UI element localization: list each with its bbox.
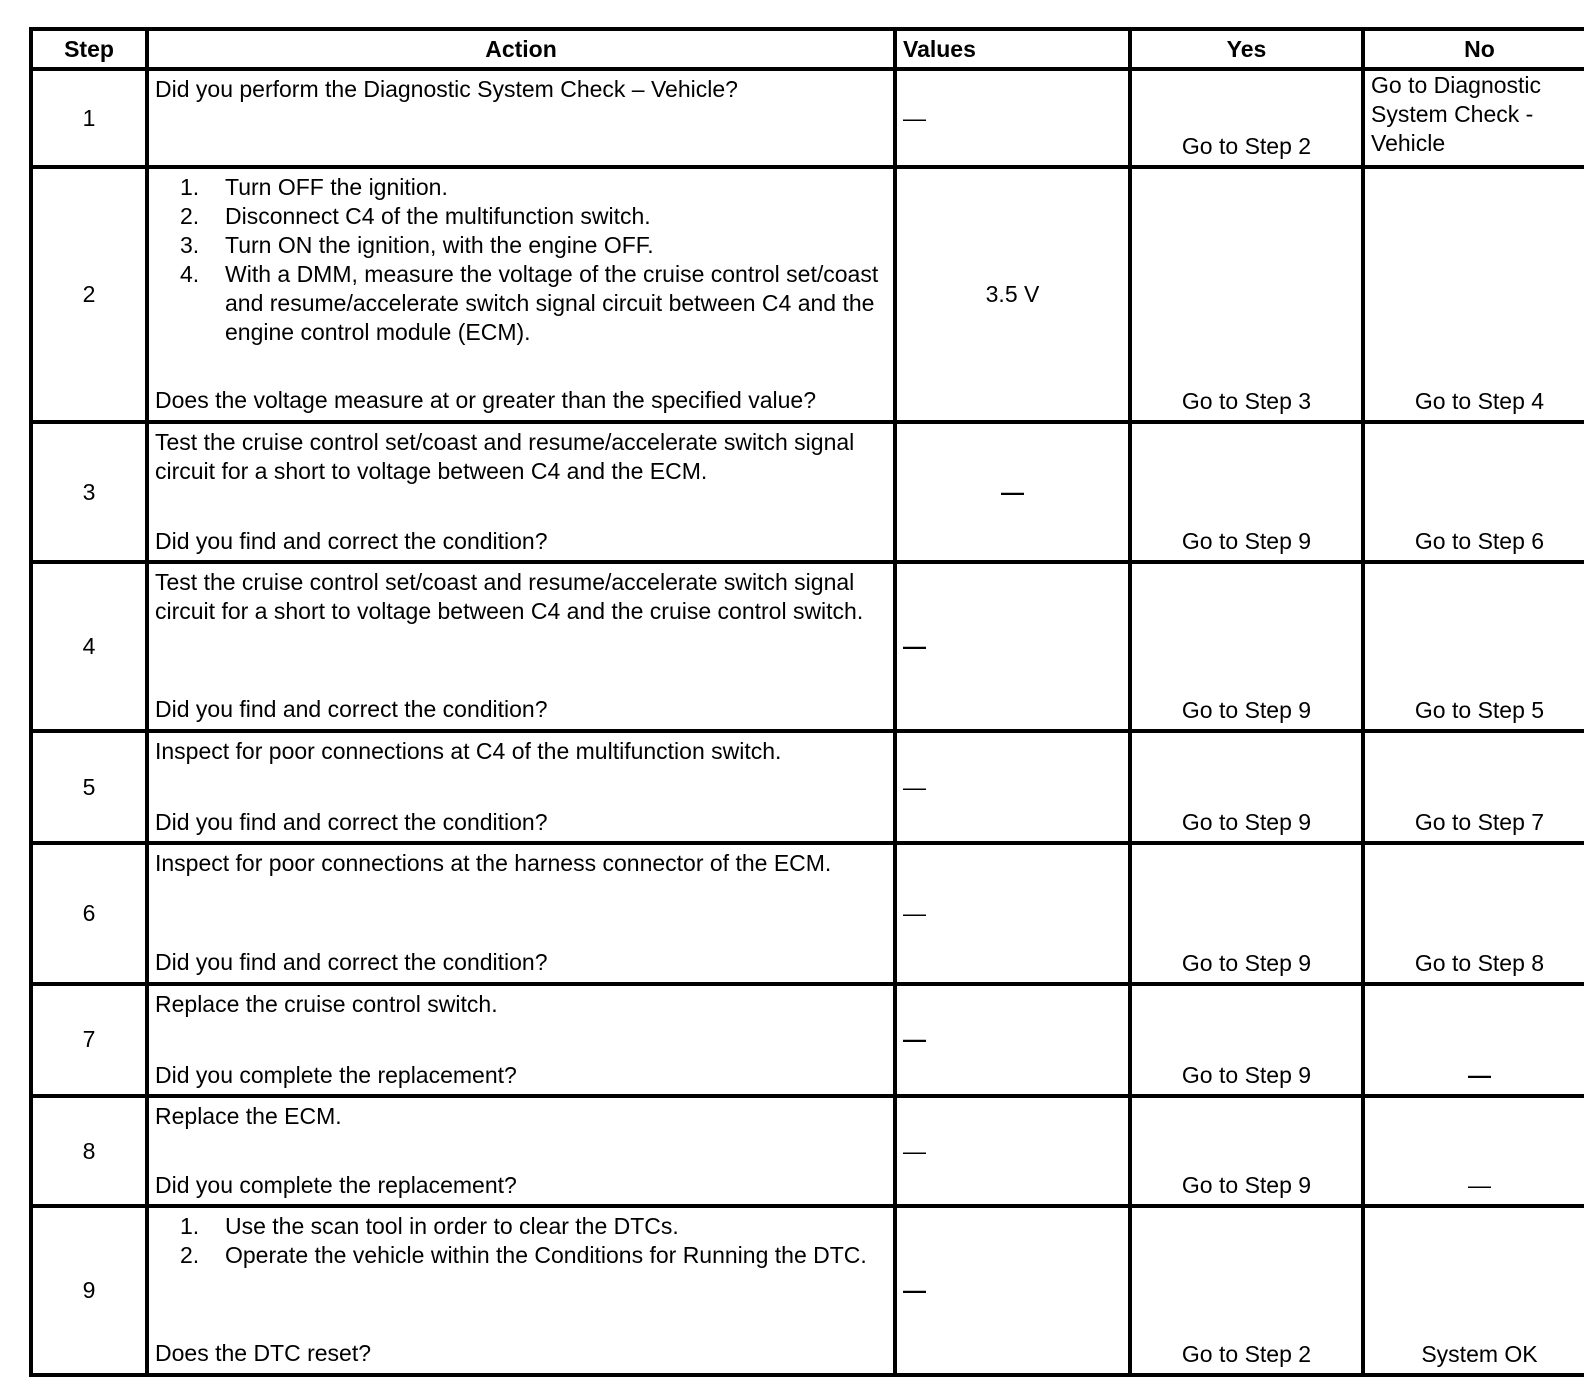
action-cell	[147, 1206, 895, 1375]
action-question: Did you find and correct the condition?	[155, 528, 548, 555]
step-number: 6	[31, 843, 147, 983]
table-row	[31, 1096, 1584, 1206]
no-cell	[1363, 562, 1584, 731]
table-row	[31, 984, 1584, 1096]
yes-cell	[1130, 562, 1363, 731]
value-cell: —	[895, 562, 1130, 731]
yes-cell	[1130, 422, 1363, 562]
step-number: 3	[31, 422, 147, 562]
no-text: System OK	[1421, 1341, 1538, 1367]
yes-cell	[1130, 843, 1363, 983]
list-item: 1. Turn OFF the ignition.	[180, 174, 448, 201]
table-row	[31, 843, 1584, 983]
yes-text: Go to Step 9	[1181, 528, 1312, 555]
no-text: Go to Step 6	[1414, 528, 1545, 555]
action-cell	[147, 69, 895, 167]
yes-text: Go to Step 3	[1181, 388, 1312, 415]
list-item: 2. Disconnect C4 of the multifunction switch.	[180, 203, 651, 230]
table-row	[31, 69, 1584, 167]
no-cell	[1363, 69, 1584, 167]
header-step: Step	[31, 29, 147, 69]
header-values: Values	[895, 29, 1130, 69]
value-cell: 3.5 V	[895, 167, 1130, 422]
action-cell	[147, 167, 895, 422]
yes-text: Go to Step 2	[1181, 133, 1312, 160]
yes-text: Go to Step 9	[1181, 697, 1312, 723]
table-row	[31, 422, 1584, 562]
no-text: Go to Step 7	[1414, 809, 1545, 836]
no-cell	[1363, 167, 1584, 422]
value-cell: —	[895, 69, 1130, 167]
action-text: Replace the cruise control switch.	[155, 990, 498, 1017]
yes-cell	[1130, 69, 1363, 167]
yes-text: Go to Step 9	[1181, 1062, 1312, 1089]
yes-cell	[1130, 984, 1363, 1096]
no-text: Go to Step 4	[1414, 388, 1545, 415]
step-number: 2	[31, 167, 147, 422]
yes-text: Go to Step 9	[1181, 1172, 1312, 1199]
no-cell	[1363, 984, 1584, 1096]
action-cell	[147, 422, 895, 562]
value-cell: —	[895, 422, 1130, 562]
action-cell	[147, 1096, 895, 1206]
action-question: Does the voltage measure at or greater than the specified value?	[155, 387, 817, 414]
action-cell	[147, 843, 895, 983]
action-text: Test the cruise control set/coast and resume/accelerate switch signal circuit for a short to voltage between C4 and the cruise control switch.	[155, 569, 864, 625]
no-cell	[1363, 1096, 1584, 1206]
step-number: 5	[31, 731, 147, 843]
action-text: Inspect for poor connections at C4 of the multifunction switch.	[155, 738, 782, 764]
step-number: 8	[31, 1096, 147, 1206]
yes-cell	[1130, 167, 1363, 422]
no-text: —	[1468, 1062, 1491, 1089]
no-cell	[1363, 731, 1584, 843]
action-question: Did you complete the replacement?	[155, 1061, 517, 1088]
table-row	[31, 731, 1584, 843]
action-cell	[147, 984, 895, 1096]
action-question: Does the DTC reset?	[155, 1340, 372, 1367]
table-row	[31, 1206, 1584, 1375]
value-cell: —	[895, 1206, 1130, 1375]
table-row	[31, 167, 1584, 422]
yes-text: Go to Step 9	[1181, 809, 1312, 836]
yes-cell	[1130, 731, 1363, 843]
action-cell	[147, 731, 895, 843]
action-question: Did you complete the replacement?	[155, 1172, 517, 1199]
no-text: Go to Diagnostic System Check - Vehicle	[1371, 72, 1542, 156]
no-cell	[1363, 1206, 1584, 1375]
action-list	[155, 173, 887, 347]
header-row	[31, 29, 1584, 69]
no-cell	[1363, 422, 1584, 562]
yes-cell	[1130, 1096, 1363, 1206]
diagnostic-table	[29, 27, 1584, 1377]
yes-cell	[1130, 1206, 1363, 1375]
no-text: —	[1468, 1172, 1491, 1199]
action-list	[155, 1212, 887, 1270]
step-number: 9	[31, 1206, 147, 1375]
action-text: Inspect for poor connections at the harness connector of the ECM.	[155, 850, 832, 877]
action-text: Test the cruise control set/coast and resume/accelerate switch signal circuit for a short to voltage between C4 and the ECM.	[155, 429, 855, 485]
step-number: 7	[31, 984, 147, 1096]
header-action: Action	[147, 29, 895, 69]
table-row	[31, 562, 1584, 731]
list-item: 1. Use the scan tool in order to clear the DTCs.	[180, 1213, 679, 1240]
action-question: Did you find and correct the condition?	[155, 949, 548, 976]
step-number: 4	[31, 562, 147, 731]
value-cell: —	[895, 1096, 1130, 1206]
no-text: Go to Step 8	[1414, 949, 1545, 976]
list-item: 2. Operate the vehicle within the Conditions for Running the DTC.	[180, 1242, 867, 1269]
value-cell: —	[895, 984, 1130, 1096]
yes-text: Go to Step 9	[1181, 949, 1312, 976]
action-question: Did you find and correct the condition?	[155, 809, 548, 835]
yes-text: Go to Step 2	[1181, 1341, 1312, 1367]
value-cell: —	[895, 731, 1130, 843]
step-number: 1	[31, 69, 147, 167]
value-cell: —	[895, 843, 1130, 983]
no-cell	[1363, 843, 1584, 983]
list-item: 4. With a DMM, measure the voltage of the cruise control set/coast and resume/accelerate switch signal circuit between C4 and the engine control module (ECM).	[180, 261, 879, 346]
list-item: 3. Turn ON the ignition, with the engine OFF.	[180, 232, 654, 259]
no-text: Go to Step 5	[1414, 697, 1545, 723]
header-no: No	[1363, 29, 1584, 69]
action-question: Did you find and correct the condition?	[155, 696, 548, 723]
action-cell	[147, 562, 895, 731]
header-yes: Yes	[1130, 29, 1363, 69]
action-text: Replace the ECM.	[155, 1103, 342, 1130]
action-text: Did you perform the Diagnostic System Check – Vehicle?	[155, 76, 738, 102]
